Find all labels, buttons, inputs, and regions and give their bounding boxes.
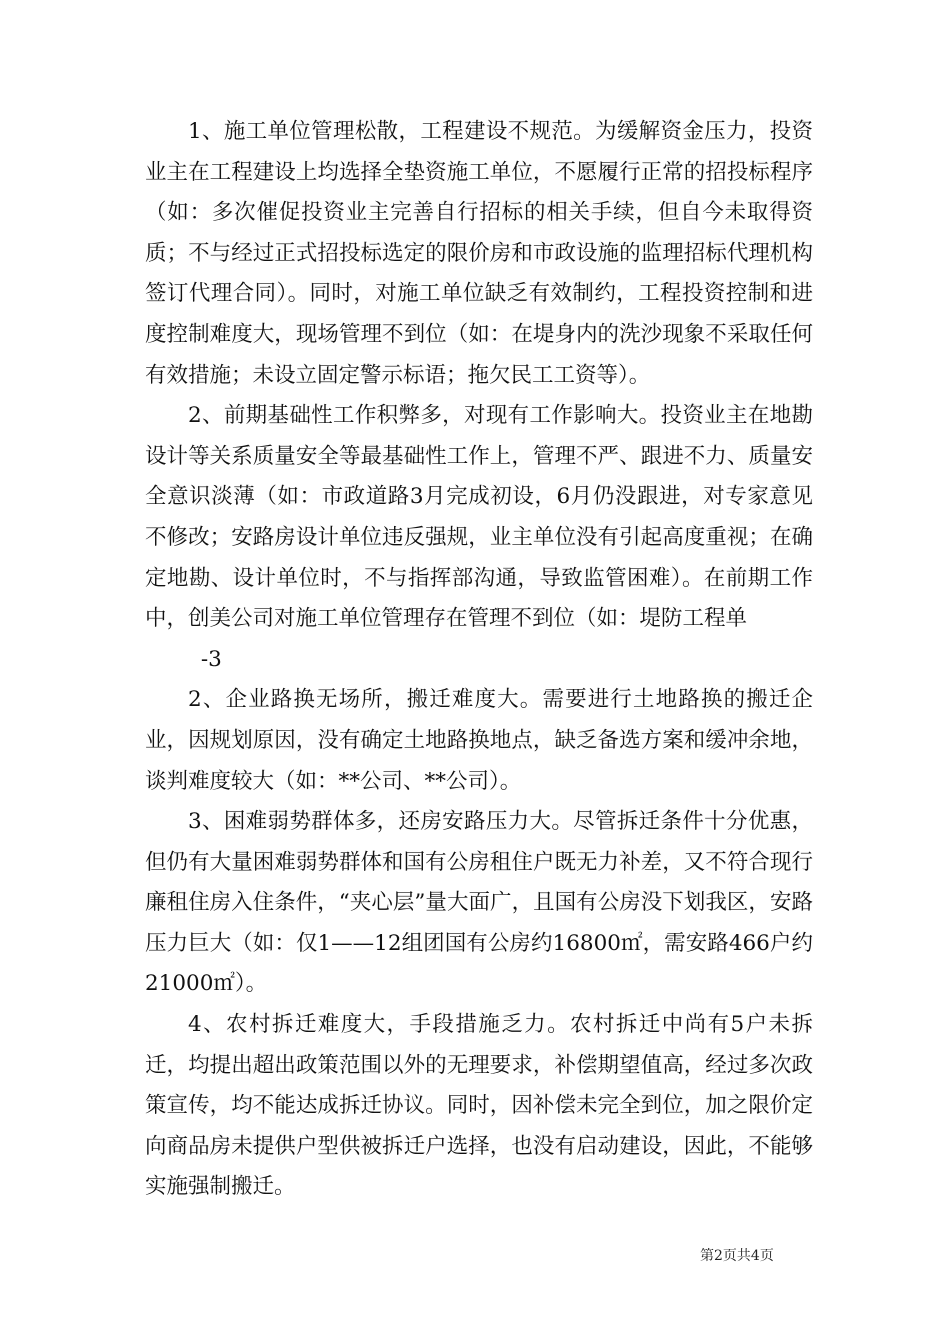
page-marker: -3 xyxy=(200,646,222,672)
page-number-footer: 第2页共4页 xyxy=(700,1248,774,1264)
paragraph-rural-demolition: 4、农村拆迁难度大，手段措施乏力。农村拆迁中尚有5户未拆迁，均提出超出政策范围以外的无理要求，补偿期望值高，经过多次政策宣传，均不能达成拆迁协议。同时，因补偿未完全到位，加之限价定向商品房未提供户型供被拆迁户选择，也没有启动建设，因此，不能够实施强制搬迁。 xyxy=(145,1012,813,1200)
paragraph-vulnerable-groups: 3、困难弱势群体多，还房安路压力大。尽管拆迁条件十分优惠，但仍有大量困难弱势群体和国有公房租住户既无力补差，又不符合现行廉租住房入住条件，“夹心层”量大面广，且国有公房没下划我区，安路压力巨大（如：仅1——12组团国有公房约16800㎡，需安路466户约21000㎡）。 xyxy=(145,809,813,997)
document-body xyxy=(145,112,813,1208)
paragraph-preliminary-work: 2、前期基础性工作积弊多，对现有工作影响大。投资业主在地勘设计等关系质量安全等最基础性工作上，管理不严、跟进不力、质量安全意识淡薄（如：市政道路3月完成初设，6月仍没跟进，对专家意见不修改；安路房设计单位违反强规，业主单位没有引起高度重视；在确定地勘、设计单位时，不与指挥部沟通，导致监管困难）。在前期工作中，创美公司对施工单位管理存在管理不到位（如：堤防工程单 xyxy=(145,403,813,632)
paragraph-enterprise-relocation: 2、企业路换无场所，搬迁难度大。需要进行土地路换的搬迁企业，因规划原因，没有确定土地路换地点，缺乏备选方案和缓冲余地，谈判难度较大（如：**公司、**公司）。 xyxy=(145,687,813,794)
paragraph-construction-management: 1、施工单位管理松散，工程建设不规范。为缓解资金压力，投资业主在工程建设上均选择全垫资施工单位，不愿履行正常的招投标程序（如：多次催促投资业主完善自行招标的相关手续，但自今未取得资质；不与经过正式招投标选定的限价房和市政设施的监理招标代理机构签订代理合同）。同时，对施工单位缺乏有效制约，工程投资控制和进度控制难度大，现场管理不到位（如：在堤身内的洗沙现象不采取任何有效措施；未设立固定警示标语；拖欠民工工资等）。 xyxy=(145,119,813,388)
